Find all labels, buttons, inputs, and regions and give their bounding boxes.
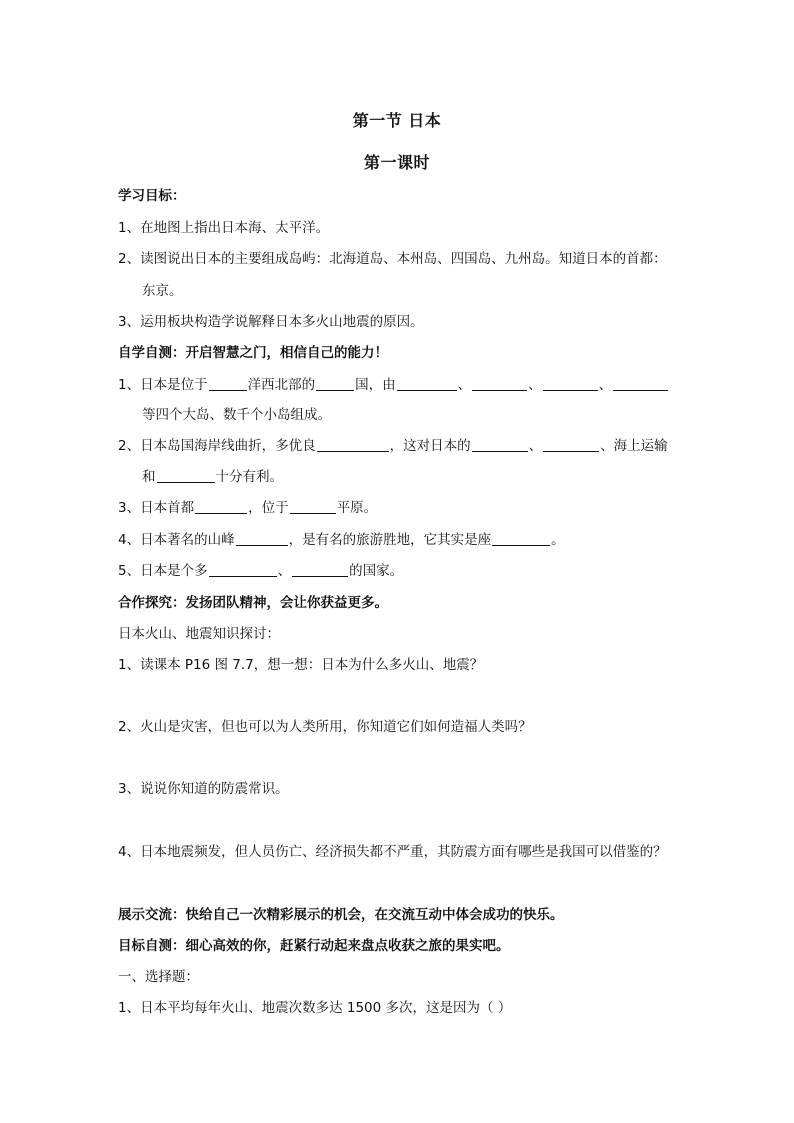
self-test-question-1: 1、日本是位于 洋西北部的 国，由 、 、 、 [118, 376, 669, 394]
answer-blank[interactable] [195, 499, 247, 514]
self-test-question-2: 2、日本岛国海岸线曲折，多优良 ，这对日本的 、 、海上运输 [118, 438, 668, 454]
objective-item: 1、在地图上指出日本海、太平洋。 [118, 220, 330, 236]
answer-blank[interactable] [316, 376, 354, 391]
explore-heading: 合作探究：发扬团队精神，会让你获益更多。 [118, 595, 388, 611]
objective-item: 2、读图说出日本的主要组成岛屿：北海道岛、本州岛、四国岛、九州岛。知道日本的首都： [118, 251, 667, 267]
explore-question: 2、火山是灾害，但也可以为人类所用，你知道它们如何造福人类吗？ [118, 719, 532, 735]
choice-question-1: 1、日本平均每年火山、地震次数多达 1500 多次，这是因为（ ） [118, 1000, 512, 1016]
target-test-heading: 目标自测：细心高效的你，赶紧行动起来盘点收获之旅的果实吧。 [118, 938, 510, 954]
answer-blank[interactable] [209, 562, 277, 577]
section-label: 一、选择题： [118, 969, 199, 985]
answer-blank[interactable] [292, 562, 348, 577]
page-title: 第一节 日本 [352, 111, 442, 130]
answer-blank[interactable] [209, 376, 247, 391]
answer-blank[interactable] [543, 437, 599, 452]
answer-blank[interactable] [290, 499, 336, 514]
explore-question: 4、日本地震频发，但人员伤亡、经济损失都不严重，其防震方面有哪些是我国可以借鉴的？ [118, 844, 667, 860]
explore-question: 1、读课本 P16 图 7.7，想一想：日本为什么多火山、地震？ [118, 657, 484, 673]
answer-blank[interactable] [492, 531, 550, 546]
answer-blank[interactable] [472, 437, 528, 452]
self-test-heading: 自学自测：开启智慧之门，相信自己的能力！ [118, 345, 388, 361]
present-heading: 展示交流：快给自己一次精彩展示的机会，在交流互动中体会成功的快乐。 [118, 907, 564, 923]
self-test-question-1-cont: 等四个大岛、数千个小岛组成。 [142, 407, 331, 423]
objective-item: 3、运用板块构造学说解释日本多火山地震的原因。 [118, 314, 424, 330]
self-test-question-5: 5、日本是个多 、 的国家。 [118, 563, 404, 579]
answer-blank[interactable] [397, 376, 457, 391]
answer-blank[interactable] [236, 531, 288, 546]
page-subtitle: 第一课时 [363, 153, 430, 172]
self-test-question-4: 4、日本著名的山峰 ，是有名的旅游胜地，它其实是座 。 [118, 532, 565, 548]
explore-question: 3、说说你知道的防震常识。 [118, 781, 289, 797]
answer-blank[interactable] [157, 468, 215, 483]
explore-intro: 日本火山、地震知识探讨： [118, 626, 280, 642]
answer-blank[interactable] [317, 437, 389, 452]
answer-blank[interactable] [472, 376, 527, 391]
objectives-heading: 学习目标： [118, 188, 186, 204]
objective-item: 东京。 [142, 283, 183, 299]
answer-blank[interactable] [543, 376, 598, 391]
self-test-question-3: 3、日本首都 ，位于 平原。 [118, 500, 378, 516]
answer-blank[interactable] [613, 376, 668, 391]
self-test-question-2-cont: 和 十分有利。 [142, 469, 283, 485]
